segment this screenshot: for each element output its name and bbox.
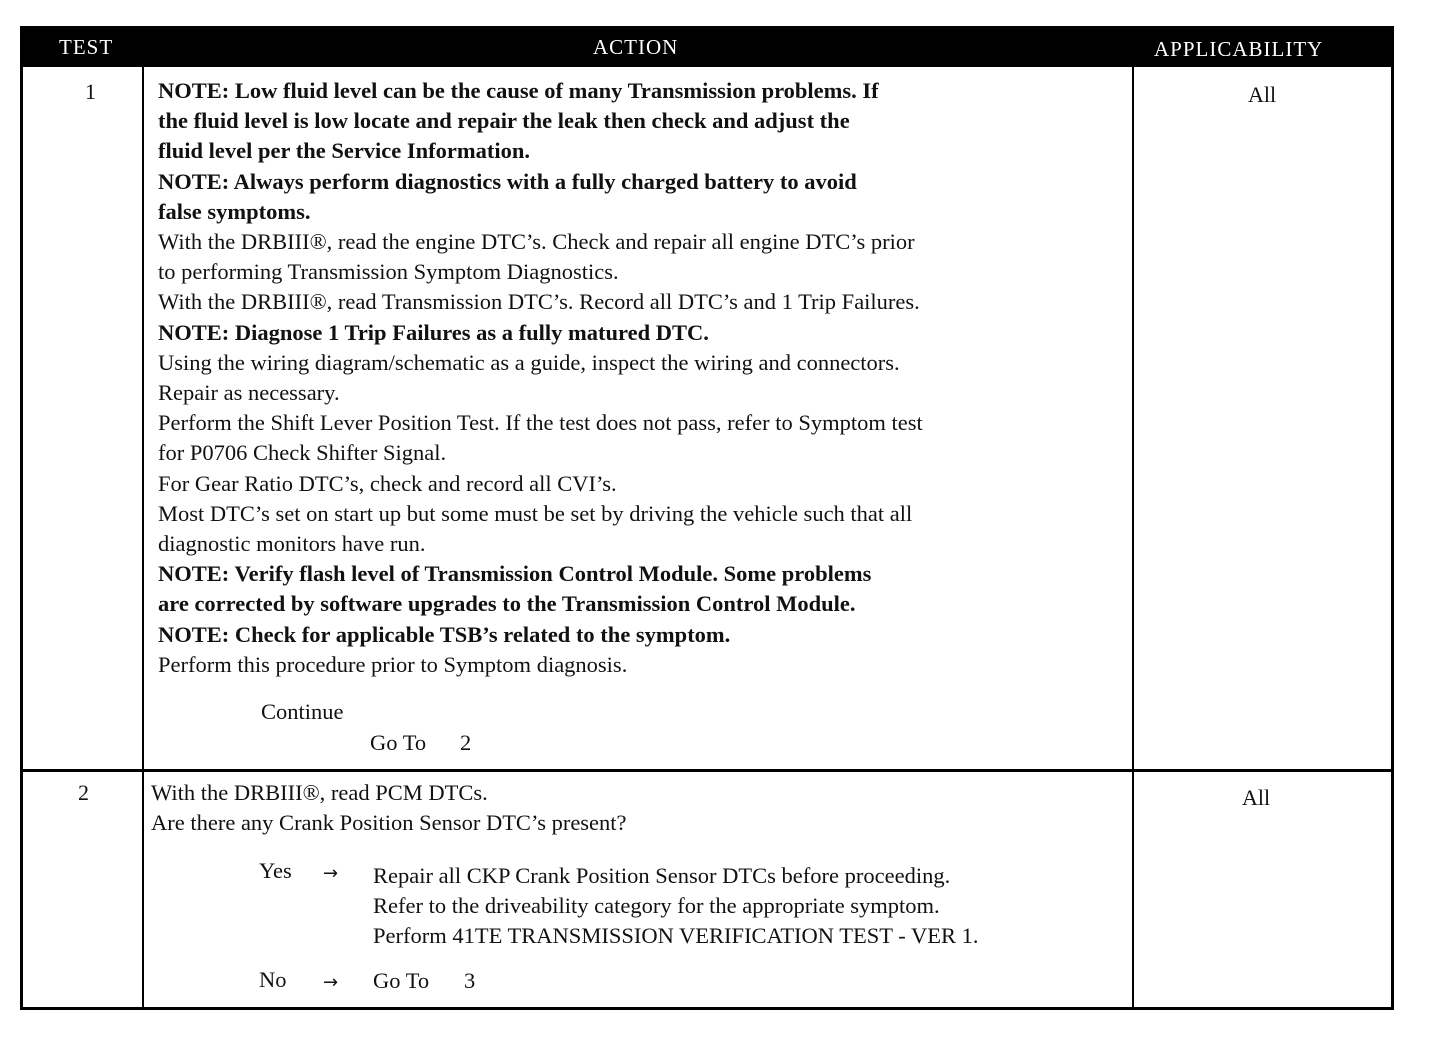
yes-arrow-icon: → — [323, 863, 339, 884]
action-line: NOTE: Low fluid level can be the cause of many Transmission problems. If — [158, 78, 879, 103]
action-line: are corrected by software upgrades to the Transmission Control Module. — [158, 591, 856, 617]
test-number-1: 1 — [85, 79, 96, 104]
action-text-1 — [158, 76, 923, 680]
applicability-2: All — [1242, 785, 1271, 810]
yes-line: Refer to the driveability category for the appropriate symptom. — [373, 893, 940, 918]
action-line: Perform this procedure prior to Symptom diagnosis. — [158, 651, 628, 677]
column-divider-applicability — [1132, 67, 1134, 1007]
action-line: Using the wiring diagram/schematic as a guide, inspect the wiring and connectors. — [158, 349, 900, 375]
header-test: TEST — [59, 35, 114, 59]
yes-instructions — [373, 861, 978, 951]
diagnostic-table — [20, 26, 1394, 1010]
action-line: the fluid level is low locate and repair the leak then check and adjust the — [158, 108, 850, 134]
goto-link-2[interactable]: 2 — [460, 730, 472, 755]
row-divider — [23, 769, 1391, 772]
action-line: NOTE: Diagnose 1 Trip Failures as a fully matured DTC. — [158, 319, 709, 345]
test-number-2: 2 — [78, 780, 89, 805]
no-arrow-icon: → — [323, 972, 339, 993]
action-line: to performing Transmission Symptom Diagnostics. — [158, 259, 619, 285]
action-line: false symptoms. — [158, 198, 311, 224]
goto-label-1: Go To — [370, 730, 427, 755]
action-line: Are there any Crank Position Sensor DTC’s present? — [151, 810, 627, 836]
action-line: NOTE: Verify flash level of Transmission Control Module. Some problems — [158, 561, 872, 587]
header-applicability: APPLICABILITY — [1154, 37, 1324, 61]
continue-label: Continue — [261, 699, 344, 724]
goto-label-2: Go To — [373, 968, 430, 993]
no-label: No — [259, 967, 287, 992]
table-header — [23, 29, 1391, 67]
action-line: For Gear Ratio DTC’s, check and record all CVI’s. — [158, 470, 617, 496]
yes-line: Repair all CKP Crank Position Sensor DTCs before proceeding. — [373, 863, 951, 888]
action-line: With the DRBIII®, read Transmission DTC’s. Record all DTC’s and 1 Trip Failures. — [158, 289, 920, 315]
action-line: With the DRBIII®, read the engine DTC’s. Check and repair all engine DTC’s prior — [158, 229, 915, 255]
action-line: NOTE: Check for applicable TSB’s related to the symptom. — [158, 621, 731, 647]
action-line: NOTE: Always perform diagnostics with a fully charged battery to avoid — [158, 168, 857, 194]
yes-line: Perform 41TE TRANSMISSION VERIFICATION TEST - VER 1. — [373, 923, 979, 948]
action-line: Perform the Shift Lever Position Test. If the test does not pass, refer to Symptom test — [158, 410, 923, 436]
yes-label: Yes — [259, 858, 292, 883]
column-divider-test — [142, 67, 144, 1007]
action-line: fluid level per the Service Information. — [158, 138, 531, 164]
header-action: ACTION — [593, 35, 679, 59]
applicability-1: All — [1248, 82, 1277, 107]
action-line: Repair as necessary. — [158, 380, 340, 406]
action-line: diagnostic monitors have run. — [158, 531, 426, 557]
action-text-2 — [151, 778, 627, 838]
action-line: for P0706 Check Shifter Signal. — [158, 440, 447, 466]
action-line: Most DTC’s set on start up but some must be set by driving the vehicle such that all — [158, 500, 913, 526]
goto-link-3[interactable]: 3 — [464, 968, 476, 993]
action-line: With the DRBIII®, read PCM DTCs. — [151, 780, 488, 805]
